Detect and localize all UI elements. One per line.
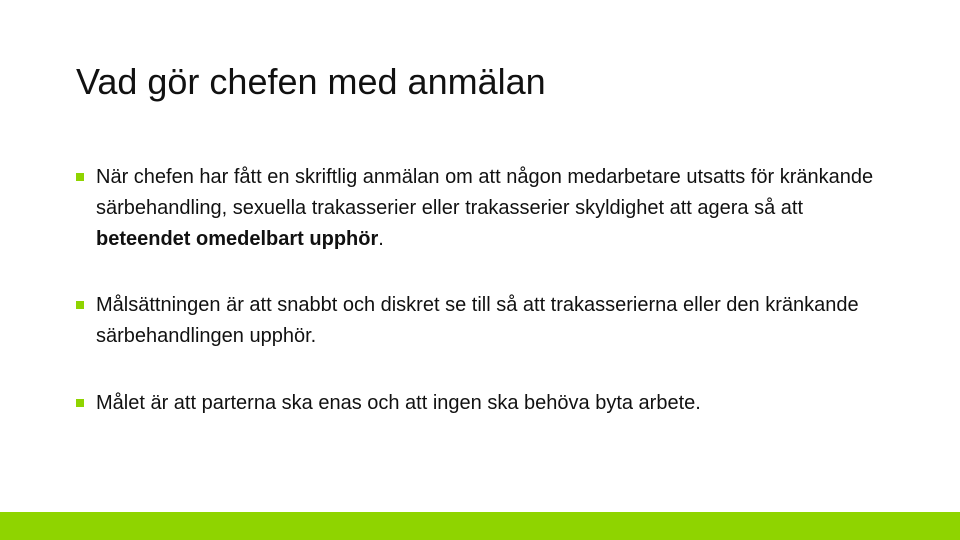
bullet-item	[76, 290, 896, 352]
slide-title: Vad gör chefen med anmälan	[76, 61, 546, 102]
bullet-text-before: När chefen har fått en skriftlig anmälan om att någon medarbetare utsatts för kränkande särbehandling, sexuella trakasserier eller trakasserier skyldighet att agera så att	[96, 166, 874, 219]
bullet-list	[76, 162, 896, 419]
bottom-accent-bar	[0, 512, 960, 540]
bullet-emphasis: beteendet omedelbart upphör	[96, 228, 379, 250]
bullet-item	[76, 388, 896, 419]
bullet-text: Målet är att parterna ska enas och att ingen ska behöva byta arbete.	[96, 392, 701, 414]
square-bullet-icon	[76, 399, 84, 407]
bullet-item	[76, 162, 896, 255]
square-bullet-icon	[76, 301, 84, 309]
bullet-text: Målsättningen är att snabbt och diskret se till så att trakasserierna eller den kränkande särbehandlingen upphör.	[96, 294, 859, 347]
square-bullet-icon	[76, 173, 84, 181]
bullet-text-after: .	[378, 228, 384, 250]
